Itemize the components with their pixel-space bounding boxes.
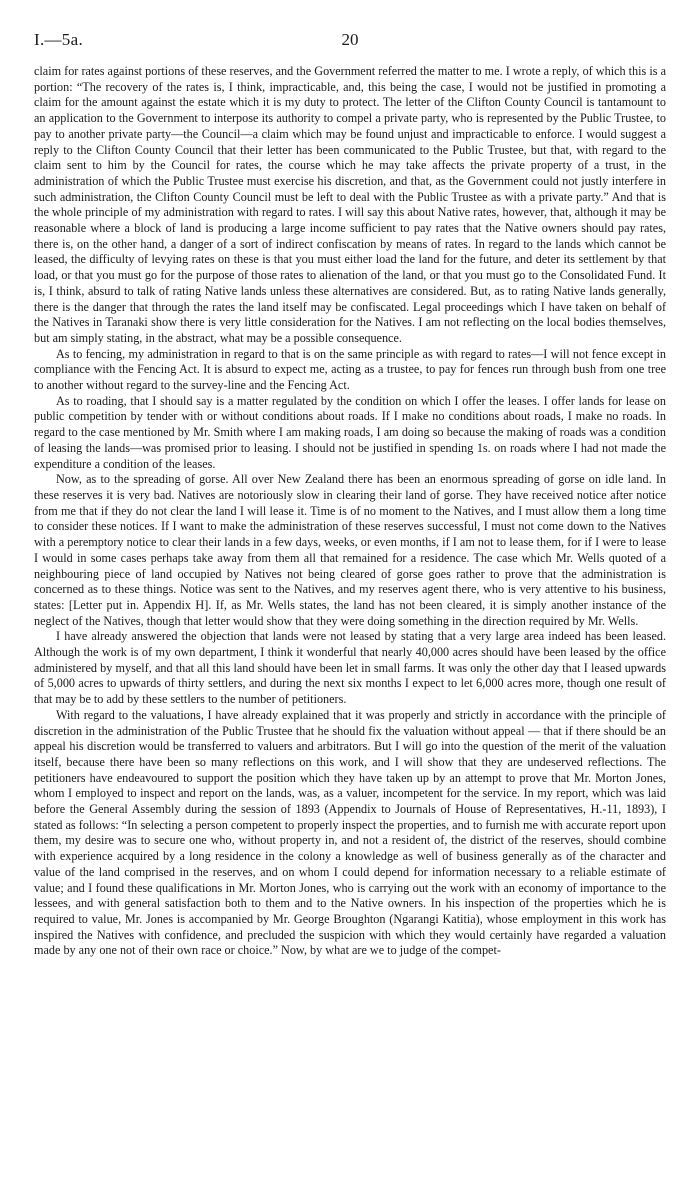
page-header	[34, 30, 666, 52]
paragraph-rates-letter: claim for rates against portions of these reserves, and the Government referred the matter to me. I wrote a reply, of which this is a portion: “The recovery of the rates is, I think, impracticable, and, this being the case, I would not be justified in promoting a claim for the amount against the estate which it is my duty to protect. The letter of the Clifton County Council is tantamount to an application to the Government to interpose its authority to compel a private party, who is represented by the Public Trustee, to pay to another private party—the Council—a claim which may be found unjust and impracticable to enforce. I would suggest a reply to the Clifton County Council that their letter has been communicated to the Public Trustee, but that, with regard to the claim sent to him by the Council for rates, the course which he may take affects the private property of a trust, in the administration of which the Public Trustee must exercise his discretion, and that, as the Government could not justly interfere in such administration, the Clifton County Council must be left to deal with the Public Trustee as with a private party.” And that is the whole principle of my administration with regard to rates. I will say this about Native rates, however, that, although it may be reasonable where a block of land is producing a large income sufficient to pay rates that the Native owners should pay rates, there is, on the other hand, a danger of a sort of indirect confiscation by means of rates. In regard to the lands which cannot be leased, the difficulty of levying rates on these is that you must either load the land for the future, and deter its settlement by that load, or that you must go for the purpose of those rates to alienation of the land, or that you must go to the Consolidated Fund. It is, I think, absurd to talk of rating Native lands unless these alternatives are considered. But, as to rating Native lands generally, there is the danger that through the rates the land itself may be confiscated. Legal proceedings which I have taken on behalf of the Natives in Taranaki show there is very little consideration for the Natives. I am not reflecting on the local bodies themselves, but am simply stating, in the abstract, what may be a possible consequence.	[34, 64, 666, 345]
page-number: 20	[341, 30, 359, 49]
paragraph-fencing: As to fencing, my administration in regard to that is on the same principle as with regard to rates—I will not fence except in compliance with the Fencing Act. It is absurd to expect me, acting as a trustee, to pay for fences run through bush from one tree to another without regard to the survey-line and the Fencing Act.	[34, 346, 666, 393]
body-text	[34, 64, 666, 959]
parliamentary-paper-reference: I.—5a.	[34, 30, 84, 49]
paragraph-valuations: With regard to the valuations, I have already explained that it was properly and strictly in accordance with the principle of discretion in the administration of the Public Trustee that he should fix the valuation without appeal — that if there should be an appeal his discretion would be transferred to valuers and arbitrators. But I will go into the question of the merit of the valuation itself, because there have been so many reflections on this work, and I will show that they are undeserved reflections. The petitioners have endeavoured to support the position which they have taken up by an attempt to prove that Mr. Morton Jones, whom I employed to inspect and report on the lands, was, as a valuer, incompetent for the service. In my report, which was laid before the General Assembly during the session of 1893 (Appendix to Journals of House of Representatives, H.-11, 1893), I stated as follows: “In selecting a person competent to properly inspect the properties, and to furnish me with accurate report upon them, my desire was to secure one who, without property in, and not a resident of, the district of the reserves, should combine with experience acquired by a long residence in the colony a knowledge as well of business generally as of the character and value of the land comprised in the reserves, and on whom I could depend for information necessary to a reliable estimate of value; and I found these qualifications in Mr. Morton Jones, who is carrying out the work with an economy of importance to the lessees, and with general satisfaction both to them and to the Native owners. In his inspection of the properties which he is required to value, Mr. Jones is accompanied by Mr. George Broughton (Ngarangi Katitia), whose employment in this work has inspired the Natives with confidence, and precluded the suspicion with which they would certainly have regarded a valuation made by any one not of their own race or choice.” Now, by what are we to judge of the compet-	[34, 707, 666, 958]
paragraph-gorse: Now, as to the spreading of gorse. All over New Zealand there has been an enormous spreading of gorse on idle land. In these reserves it is very bad. Natives are notoriously slow in clearing their land of gorse. They have received notice after notice from me that if they do not clear the land I will lease it. Time is of no moment to the Natives, and I must allow them a long time to consider these notices. If I want to make the administration of these reserves successful, I must not come down to the Natives with a peremptory notice to clear their lands in a few days, weeks, or even months, if I am not to lease them, for if I were to lease I would in some cases perhaps take away from them all that remained for a residence. The case which Mr. Wells quoted of a neighbouring piece of land occupied by Natives not being cleared of gorse goes rather to prove that the administration is concerned as to these things. Notice was sent to the Natives, and my reserves agent there, who is very attentive to his business, states: [Letter put in. Appendix H]. If, as Mr. Wells states, the land has not been cleared, it is simply another instance of the neglect of the Natives, though that letter would show that they were doing something in the direction required by Mr. Wells.	[34, 472, 666, 628]
paragraph-roading: As to roading, that I should say is a matter regulated by the condition on which I offer the leases. I offer lands for lease on public competition by tender with or without conditions about roads. If I make no conditions about roads, I make no roads. In regard to the case mentioned by Mr. Smith where I am making roads, I am doing so because the making of roads was a condition of leasing the lands—was promised prior to leasing. I should not be justified in spending 1s. on roads where I had not made the expenditure a condition of the leases.	[34, 393, 666, 471]
paragraph-leasing: I have already answered the objection that lands were not leased by stating that a very large area indeed has been leased. Although the work is of my own department, I think it wonderful that nearly 40,000 acres should have been leased by the office administered by myself, and that all this land should have been let in small farms. It was only the other day that I leased upwards of 5,000 acres to upwards of thirty settlers, and during the next six months I expect to let 6,000 acres more, though one result of that may be to add by these settlers to the number of petitioners.	[34, 629, 666, 707]
